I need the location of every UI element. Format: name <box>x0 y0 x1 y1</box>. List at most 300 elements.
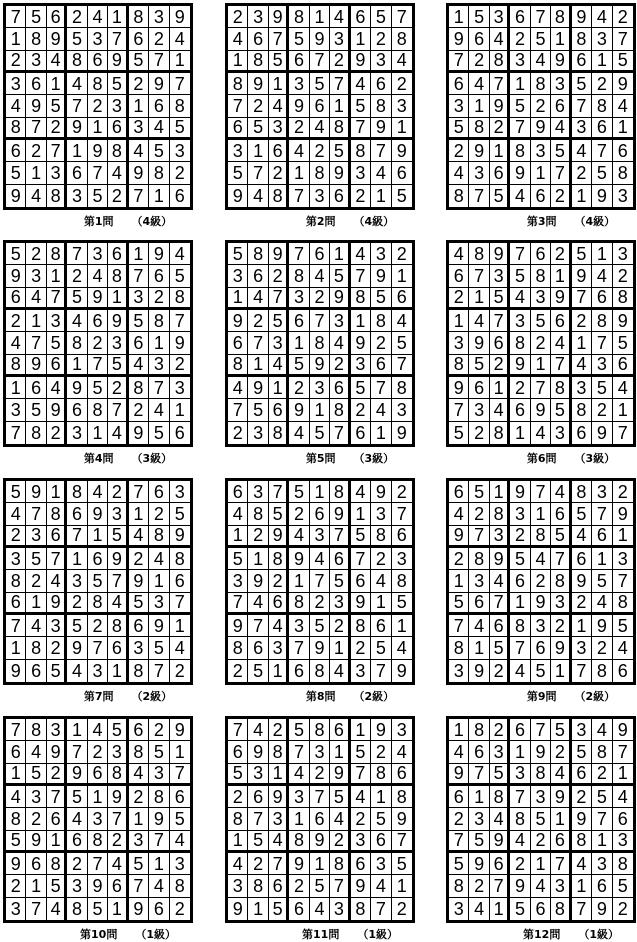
sudoku-cell: 2 <box>310 593 330 615</box>
sudoku-cell: 6 <box>269 875 289 897</box>
puzzle-number-label: 第12問 <box>523 928 561 941</box>
sudoku-cell: 9 <box>47 28 67 50</box>
sudoku-cell: 7 <box>330 875 350 897</box>
sudoku-cell: 2 <box>449 140 469 162</box>
sudoku-cell: 4 <box>551 118 571 140</box>
sudoku-cell: 8 <box>88 831 108 853</box>
sudoku-cell: 7 <box>330 422 350 444</box>
sudoku-cell: 9 <box>170 526 190 548</box>
sudoku-cell: 6 <box>449 481 469 503</box>
sudoku-cell: 6 <box>371 615 391 637</box>
sudoku-cell: 8 <box>289 831 309 853</box>
sudoku-cell: 5 <box>490 764 510 786</box>
sudoku-cell: 8 <box>592 95 612 117</box>
sudoku-cell: 4 <box>371 875 391 897</box>
sudoku-cell: 6 <box>392 162 412 184</box>
sudoku-cell: 3 <box>248 764 268 786</box>
sudoku-cell: 3 <box>351 162 371 184</box>
sudoku-cell: 5 <box>592 162 612 184</box>
sudoku-cell: 5 <box>269 898 289 920</box>
sudoku-cell: 8 <box>248 503 268 525</box>
sudoku-cell: 5 <box>531 28 551 50</box>
sudoku-cell: 2 <box>289 875 309 897</box>
sudoku-cell: 1 <box>6 377 26 399</box>
puzzle-caption <box>65 691 191 703</box>
sudoku-cell: 3 <box>6 73 26 95</box>
sudoku-cell: 8 <box>592 660 612 682</box>
sudoku-cell: 6 <box>490 332 510 354</box>
sudoku-cell: 2 <box>617 898 628 919</box>
sudoku-grid <box>446 716 636 923</box>
sudoku-cell: 3 <box>531 615 551 637</box>
sudoku-cell: 2 <box>613 265 633 287</box>
sudoku-cell: 4 <box>108 162 128 184</box>
sudoku-cell: 8 <box>248 243 268 265</box>
sudoku-cell: 1 <box>613 526 633 548</box>
sudoku-cell: 9 <box>572 570 592 592</box>
sudoku-cell: 4 <box>613 377 633 399</box>
sudoku-cell: 6 <box>613 808 633 830</box>
sudoku-cell: 5 <box>170 118 190 140</box>
sudoku-cell: 3 <box>47 310 67 332</box>
sudoku-cell: 7 <box>351 118 371 140</box>
sudoku-cell: 3 <box>88 243 108 265</box>
sudoku-cell: 7 <box>592 503 612 525</box>
sudoku-cell: 9 <box>330 764 350 786</box>
sudoku-cell: 7 <box>531 377 551 399</box>
sudoku-puzzle <box>446 478 636 704</box>
sudoku-cell: 2 <box>26 808 46 830</box>
sudoku-cell: 4 <box>330 808 350 830</box>
sudoku-cell: 8 <box>572 28 592 50</box>
sudoku-cell: 9 <box>551 786 571 808</box>
sudoku-cell: 8 <box>310 162 330 184</box>
sudoku-cell: 4 <box>47 898 67 920</box>
sudoku-cell: 6 <box>592 288 612 310</box>
sudoku-cell: 8 <box>149 162 169 184</box>
sudoku-cell: 2 <box>6 526 26 548</box>
sudoku-cell: 7 <box>572 288 592 310</box>
sudoku-cell: 3 <box>67 422 87 444</box>
sudoku-cell: 2 <box>392 73 412 95</box>
sudoku-cell: 8 <box>469 118 489 140</box>
sudoku-cell: 8 <box>371 764 391 786</box>
puzzle-caption <box>287 691 413 703</box>
sudoku-cell: 7 <box>88 355 108 377</box>
sudoku-cell: 3 <box>392 548 412 570</box>
sudoku-cell: 1 <box>371 185 391 207</box>
sudoku-cell: 1 <box>149 853 169 875</box>
sudoku-cell: 1 <box>371 422 391 444</box>
sudoku-cell: 3 <box>490 526 510 548</box>
sudoku-cell: 5 <box>531 310 551 332</box>
sudoku-cell: 5 <box>149 140 169 162</box>
sudoku-cell: 1 <box>248 355 268 377</box>
sudoku-cell: 5 <box>67 615 87 637</box>
puzzle-caption <box>508 929 634 941</box>
sudoku-cell: 1 <box>592 548 612 570</box>
sudoku-cell: 8 <box>392 786 412 808</box>
sudoku-cell: 8 <box>490 503 510 525</box>
sudoku-cell: 3 <box>449 95 469 117</box>
sudoku-cell: 8 <box>129 741 149 763</box>
sudoku-cell: 1 <box>531 853 551 875</box>
sudoku-cell: 3 <box>392 719 412 741</box>
sudoku-cell: 7 <box>129 185 149 207</box>
sudoku-cell: 3 <box>170 853 190 875</box>
sudoku-cell: 8 <box>170 548 190 570</box>
sudoku-cell: 1 <box>149 570 169 592</box>
sudoku-cell: 2 <box>351 808 371 830</box>
sudoku-cell: 6 <box>47 6 67 28</box>
sudoku-cell: 9 <box>108 786 128 808</box>
sudoku-cell: 1 <box>269 660 289 682</box>
sudoku-cell: 2 <box>248 526 268 548</box>
sudoku-cell: 5 <box>108 355 128 377</box>
sudoku-cell: 9 <box>531 399 551 421</box>
sudoku-cell: 4 <box>248 719 268 741</box>
sudoku-cell: 5 <box>572 243 592 265</box>
sudoku-cell: 7 <box>469 185 489 207</box>
sudoku-cell: 9 <box>551 288 571 310</box>
sudoku-cell: 2 <box>469 875 489 897</box>
sudoku-cell: 7 <box>510 243 530 265</box>
sudoku-cell: 5 <box>592 570 612 592</box>
sudoku-cell: 1 <box>469 288 489 310</box>
sudoku-cell: 7 <box>592 140 612 162</box>
sudoku-cell: 2 <box>490 719 510 741</box>
sudoku-cell: 2 <box>6 310 26 332</box>
sudoku-cell: 9 <box>371 719 391 741</box>
sudoku-cell: 6 <box>248 265 268 287</box>
sudoku-cell: 2 <box>551 243 571 265</box>
sudoku-cell: 1 <box>6 28 26 50</box>
sudoku-grid <box>3 3 193 210</box>
sudoku-cell: 3 <box>170 140 190 162</box>
sudoku-cell: 3 <box>469 570 489 592</box>
sudoku-cell: 2 <box>228 786 248 808</box>
sudoku-cell: 3 <box>6 898 26 920</box>
sudoku-cell: 8 <box>47 243 67 265</box>
sudoku-puzzle <box>446 3 636 229</box>
sudoku-cell: 8 <box>310 332 330 354</box>
sudoku-cell: 5 <box>26 548 46 570</box>
sudoku-cell: 6 <box>88 764 108 786</box>
sudoku-cell: 1 <box>551 265 571 287</box>
sudoku-cell: 6 <box>531 185 551 207</box>
sudoku-cell: 8 <box>149 526 169 548</box>
sudoku-cell: 3 <box>490 265 510 287</box>
sudoku-cell: 5 <box>248 831 268 853</box>
sudoku-cell: 8 <box>269 185 289 207</box>
sudoku-cell: 4 <box>310 898 330 920</box>
sudoku-cell: 7 <box>392 6 412 28</box>
sudoku-cell: 9 <box>572 265 592 287</box>
sudoku-cell: 8 <box>248 875 268 897</box>
sudoku-cell: 4 <box>228 377 248 399</box>
sudoku-cell: 7 <box>392 831 412 853</box>
sudoku-cell: 2 <box>469 51 489 73</box>
sudoku-cell: 8 <box>6 808 26 830</box>
sudoku-cell: 8 <box>531 265 551 287</box>
sudoku-cell: 9 <box>592 615 612 637</box>
sudoku-cell: 8 <box>269 741 289 763</box>
sudoku-cell: 4 <box>613 786 633 808</box>
sudoku-cell: 7 <box>47 548 67 570</box>
sudoku-cell: 7 <box>592 808 612 830</box>
puzzle-caption <box>287 453 413 465</box>
puzzle-grade-label: （3級） <box>574 452 616 465</box>
sudoku-cell: 3 <box>449 898 469 920</box>
sudoku-cell: 3 <box>248 481 268 503</box>
sudoku-cell: 8 <box>47 185 67 207</box>
sudoku-cell: 5 <box>371 6 391 28</box>
sudoku-cell: 2 <box>149 719 169 741</box>
sudoku-cell: 4 <box>88 481 108 503</box>
sudoku-cell: 6 <box>490 162 510 184</box>
sudoku-cell: 1 <box>67 355 87 377</box>
sudoku-cell: 7 <box>228 399 248 421</box>
sudoku-cell: 7 <box>310 310 330 332</box>
sudoku-cell: 6 <box>228 741 248 763</box>
sudoku-cell: 2 <box>67 265 87 287</box>
sudoku-cell: 3 <box>572 377 592 399</box>
sudoku-cell: 8 <box>449 355 469 377</box>
sudoku-cell: 5 <box>67 28 87 50</box>
sudoku-cell: 3 <box>613 243 633 265</box>
sudoku-cell: 2 <box>510 377 530 399</box>
sudoku-cell: 5 <box>449 422 469 444</box>
sudoku-cell: 1 <box>170 51 190 73</box>
sudoku-cell: 1 <box>392 118 412 140</box>
sudoku-cell: 8 <box>228 355 248 377</box>
sudoku-cell: 3 <box>149 764 169 786</box>
sudoku-cell: 1 <box>613 118 633 140</box>
sudoku-cell: 4 <box>510 660 530 682</box>
sudoku-cell: 4 <box>613 95 633 117</box>
sudoku-cell: 5 <box>170 265 190 287</box>
sudoku-cell: 5 <box>170 808 190 830</box>
sudoku-cell: 6 <box>108 637 128 659</box>
sudoku-cell: 2 <box>551 741 571 763</box>
sudoku-cell: 3 <box>88 28 108 50</box>
sudoku-cell: 2 <box>228 6 248 28</box>
sudoku-cell: 3 <box>330 28 350 50</box>
sudoku-cell: 3 <box>449 332 469 354</box>
sudoku-cell: 7 <box>129 875 149 897</box>
sudoku-cell: 3 <box>572 637 592 659</box>
puzzle-grade-label: （1級） <box>135 928 176 941</box>
sudoku-cell: 9 <box>613 719 633 741</box>
sudoku-cell: 8 <box>108 764 128 786</box>
sudoku-cell: 5 <box>510 95 530 117</box>
sudoku-cell: 5 <box>490 288 510 310</box>
sudoku-cell: 9 <box>469 853 489 875</box>
sudoku-cell: 7 <box>6 615 26 637</box>
sudoku-cell: 8 <box>469 548 489 570</box>
sudoku-cell: 5 <box>108 719 128 741</box>
sudoku-cell: 8 <box>572 481 592 503</box>
sudoku-cell: 6 <box>67 503 87 525</box>
sudoku-cell: 5 <box>510 265 530 287</box>
sudoku-cell: 5 <box>613 875 633 897</box>
sudoku-cell: 5 <box>371 808 391 830</box>
sudoku-cell: 2 <box>510 853 530 875</box>
sudoku-cell: 4 <box>531 875 551 897</box>
sudoku-cell: 8 <box>310 719 330 741</box>
sudoku-cell: 2 <box>572 310 592 332</box>
sudoku-cell: 1 <box>449 310 469 332</box>
sudoku-cell: 5 <box>330 140 350 162</box>
sudoku-cell: 1 <box>228 831 248 853</box>
sudoku-cell: 8 <box>449 637 469 659</box>
sudoku-cell: 2 <box>269 162 289 184</box>
sudoku-cell: 1 <box>248 898 268 920</box>
sudoku-cell: 2 <box>88 741 108 763</box>
sudoku-cell: 3 <box>269 118 289 140</box>
sudoku-cell: 7 <box>67 741 87 763</box>
sudoku-cell: 7 <box>469 526 489 548</box>
sudoku-cell: 3 <box>551 593 571 615</box>
sudoku-cell: 7 <box>47 786 67 808</box>
sudoku-cell: 9 <box>269 786 289 808</box>
sudoku-cell: 4 <box>289 422 309 444</box>
sudoku-cell: 7 <box>26 503 46 525</box>
sudoku-cell: 5 <box>449 853 469 875</box>
sudoku-cell: 9 <box>67 764 87 786</box>
sudoku-cell: 2 <box>449 288 469 310</box>
sudoku-cell: 4 <box>228 503 248 525</box>
sudoku-cell: 8 <box>129 377 149 399</box>
sudoku-cell: 2 <box>289 377 309 399</box>
sudoku-cell: 7 <box>108 399 128 421</box>
sudoku-cell: 7 <box>289 741 309 763</box>
sudoku-cell: 5 <box>6 831 26 853</box>
sudoku-cell: 4 <box>449 162 469 184</box>
sudoku-cell: 8 <box>531 526 551 548</box>
sudoku-grid <box>225 716 415 923</box>
sudoku-cell: 8 <box>228 637 248 659</box>
sudoku-cell: 8 <box>392 570 412 592</box>
sudoku-cell: 9 <box>269 243 289 265</box>
sudoku-cell: 6 <box>592 875 612 897</box>
sudoku-cell: 6 <box>269 593 289 615</box>
sudoku-cell: 2 <box>510 28 530 50</box>
sudoku-cell: 4 <box>469 310 489 332</box>
sudoku-cell: 7 <box>108 808 128 830</box>
sudoku-cell: 2 <box>88 95 108 117</box>
sudoku-cell: 9 <box>330 503 350 525</box>
sudoku-cell: 1 <box>510 741 530 763</box>
sudoku-cell: 6 <box>572 548 592 570</box>
sudoku-cell: 5 <box>129 310 149 332</box>
sudoku-cell: 7 <box>6 6 26 28</box>
sudoku-cell: 2 <box>26 570 46 592</box>
sudoku-cell: 5 <box>551 719 571 741</box>
sudoku-cell: 9 <box>310 637 330 659</box>
sudoku-cell: 9 <box>592 185 612 207</box>
sudoku-grid <box>446 478 636 685</box>
sudoku-cell: 6 <box>228 332 248 354</box>
sudoku-cell: 8 <box>392 377 412 399</box>
sudoku-cell: 6 <box>26 660 46 682</box>
sudoku-cell: 2 <box>449 808 469 830</box>
puzzle-grade-label: （2級） <box>131 690 173 703</box>
sudoku-cell: 8 <box>351 140 371 162</box>
sudoku-cell: 8 <box>170 288 190 310</box>
sudoku-cell: 4 <box>490 399 510 421</box>
sudoku-cell: 3 <box>351 355 371 377</box>
sudoku-cell: 4 <box>572 140 592 162</box>
sudoku-cell: 4 <box>469 898 489 920</box>
sudoku-cell: 5 <box>108 73 128 95</box>
sudoku-cell: 8 <box>67 332 87 354</box>
sudoku-cell: 6 <box>6 288 26 310</box>
sudoku-cell: 7 <box>330 526 350 548</box>
sudoku-cell: 6 <box>6 741 26 763</box>
sudoku-cell: 2 <box>67 6 87 28</box>
sudoku-cell: 4 <box>490 808 510 830</box>
sudoku-cell: 3 <box>26 265 46 287</box>
sudoku-cell: 1 <box>351 719 371 741</box>
sudoku-cell: 2 <box>67 593 87 615</box>
sudoku-cell: 9 <box>248 377 268 399</box>
sudoku-cell: 4 <box>510 185 530 207</box>
sudoku-cell: 3 <box>330 898 350 920</box>
sudoku-cell: 7 <box>449 615 469 637</box>
sudoku-cell: 1 <box>88 786 108 808</box>
sudoku-cell: 5 <box>129 593 149 615</box>
sudoku-cell: 6 <box>248 637 268 659</box>
sudoku-cell: 4 <box>248 185 268 207</box>
sudoku-cell: 6 <box>392 764 412 786</box>
sudoku-cell: 1 <box>490 140 510 162</box>
sudoku-cell: 8 <box>371 95 391 117</box>
sudoku-cell: 8 <box>330 118 350 140</box>
sudoku-cell: 1 <box>88 118 108 140</box>
sudoku-cell: 5 <box>149 741 169 763</box>
sudoku-cell: 8 <box>531 764 551 786</box>
sudoku-cell: 3 <box>510 503 530 525</box>
sudoku-cell: 9 <box>228 615 248 637</box>
sudoku-cell: 6 <box>289 898 309 920</box>
sudoku-cell: 4 <box>531 51 551 73</box>
sudoku-cell: 6 <box>289 310 309 332</box>
sudoku-cell: 2 <box>108 377 128 399</box>
sudoku-cell: 3 <box>371 853 391 875</box>
sudoku-cell: 8 <box>490 51 510 73</box>
sudoku-cell: 7 <box>248 808 268 830</box>
sudoku-cell: 2 <box>396 898 407 919</box>
sudoku-cell: 4 <box>330 332 350 354</box>
sudoku-cell: 5 <box>613 332 633 354</box>
sudoku-cell: 5 <box>490 637 510 659</box>
sudoku-cell: 7 <box>510 637 530 659</box>
sudoku-cell: 8 <box>269 548 289 570</box>
sudoku-cell: 8 <box>592 741 612 763</box>
sudoku-cell: 9 <box>490 243 510 265</box>
sudoku-cell: 9 <box>108 310 128 332</box>
sudoku-cell: 6 <box>592 526 612 548</box>
sudoku-cell: 5 <box>228 162 248 184</box>
sudoku-cell: 9 <box>108 548 128 570</box>
sudoku-cell: 8 <box>88 593 108 615</box>
sudoku-cell: 9 <box>371 481 391 503</box>
sudoku-cell: 3 <box>613 831 633 853</box>
sudoku-cell: 9 <box>613 503 633 525</box>
sudoku-cell: 4 <box>47 51 67 73</box>
sudoku-cell: 4 <box>170 28 190 50</box>
